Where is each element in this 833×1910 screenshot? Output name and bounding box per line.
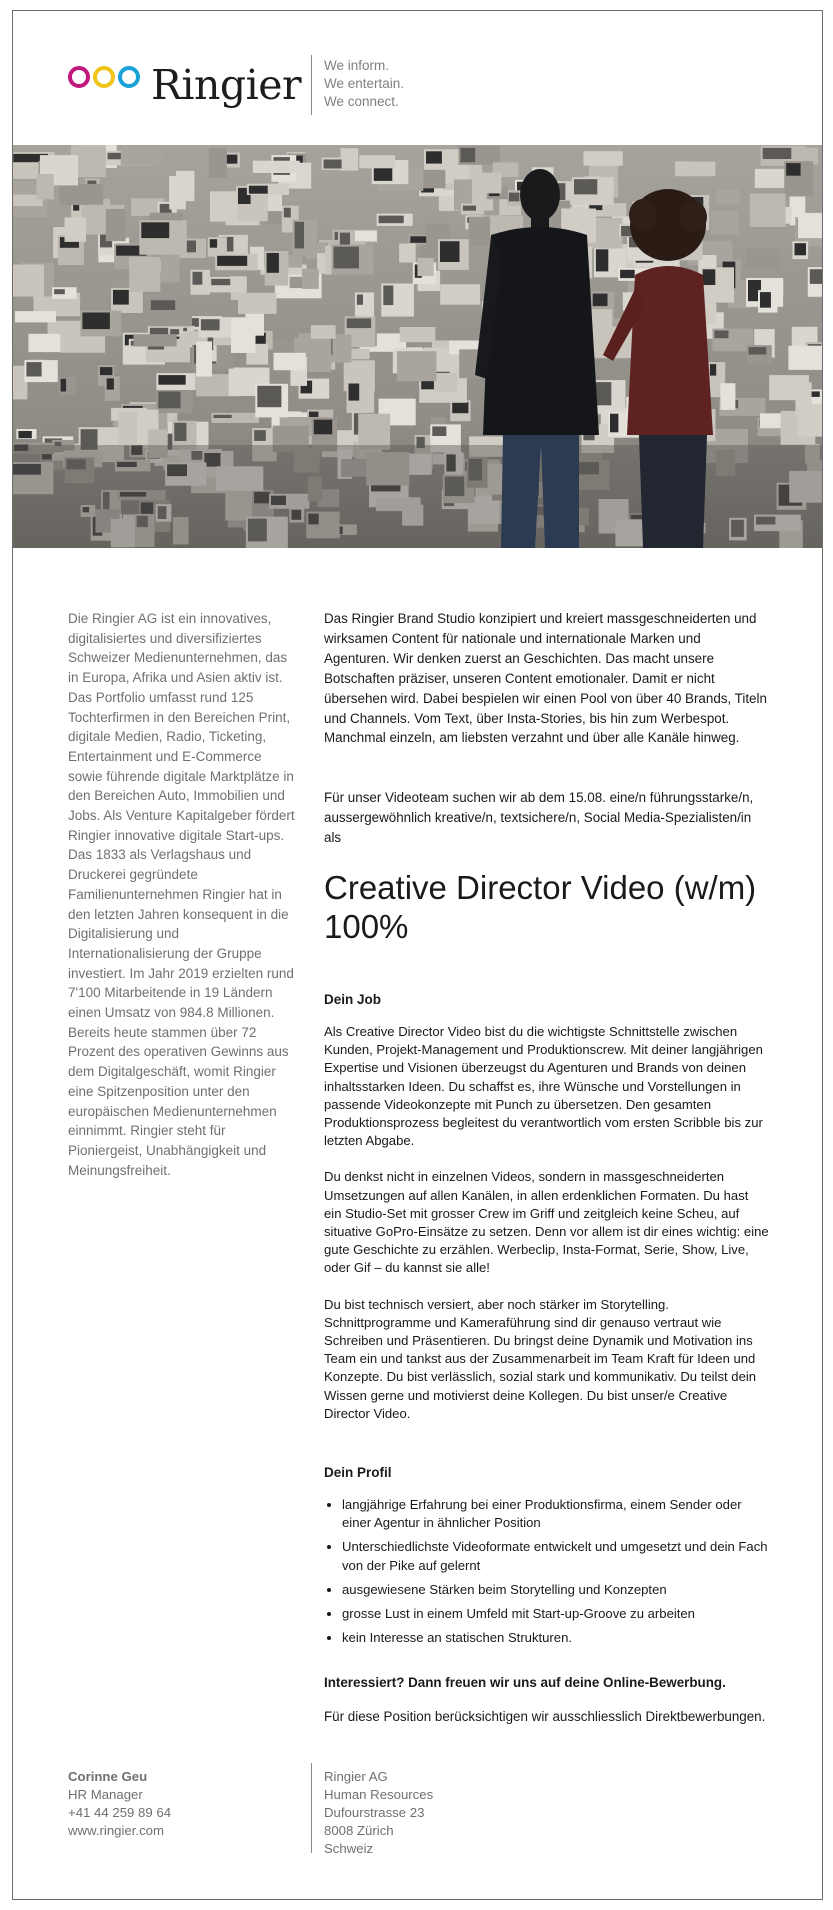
footer-divider	[311, 1763, 312, 1853]
ringier-logo	[68, 63, 148, 91]
profile-list-item: • kein Interesse an statischen Strukturen.	[342, 1629, 769, 1647]
profile-list-item: • ausgewiesene Stärken beim Storytelling und Konzepten	[342, 1581, 769, 1599]
tagline-line: We entertain.	[324, 76, 405, 91]
address-line: Schweiz	[324, 1841, 374, 1856]
job-paragraph: Als Creative Director Video bist du die wichtigste Schnittstelle zwischen Kunden, Projekt-Management und Produktionscrew. Mit deiner langjährigen Expertise und Visionen überzeugst du Agenturen und Brands von deinen inhaltsstarken Ideen. Du schaffst es, ihre Wünsche und Vorstellungen in passende Videokonzepte mit Punch zu übersetzen. Den gesamten Produktionsprozess begleitest du verantwortlich vom ersten Scribble bis zur letzten Abgabe.	[324, 1023, 763, 1149]
brand-wordmark: Ringier	[151, 61, 302, 109]
job-title: Creative Director Video (w/m) 100%	[324, 869, 757, 946]
address-line: 8008 Zürich	[324, 1823, 394, 1838]
job-paragraph: Du bist technisch versiert, aber noch stärker im Storytelling. Schnittprogramme und Kameraführung sind dir genauso vertraut wie Schreiben und Präsentieren. Du bringst deine Dynamik und Motivation ins Team ein und tankst aus der Zusammenarbeit im Team Kraft für Ideen und Konzepte. Du bist verlässlich, sozial stark und kommunikativ. Du teilst dein Wissen gerne und motivierst deine Kollegen. Du bist unser/e Creative Director Video.	[324, 1296, 757, 1421]
newspaper-wall-photo-icon	[13, 145, 822, 548]
hero-image	[13, 145, 822, 548]
address-block	[324, 1768, 433, 1858]
profile-list-item: • Unterschiedlichste Videoformate entwickelt und umgesetzt und dein Fach von der Pike auf gelernt	[342, 1538, 769, 1574]
contact-name: Corinne Geu	[68, 1769, 148, 1784]
profile-list-item: • langjährige Erfahrung bei einer Produktionsfirma, einem Sender oder einer Agentur in ähnlicher Position	[342, 1496, 769, 1532]
brand-tagline	[324, 57, 404, 111]
address-line: Dufourstrasse 23	[324, 1805, 425, 1820]
contact-role: HR Manager	[68, 1787, 143, 1802]
application-note: Für diese Position berücksichtigen wir ausschliesslich Direktbewerbungen.	[324, 1709, 766, 1725]
call-to-action: Interessiert? Dann freuen wir uns auf deine Online-Bewerbung.	[324, 1675, 726, 1691]
job-paragraph: Du denkst nicht in einzelnen Videos, sondern in massgeschneiderten Umsetzungen auf allen Kanälen, in allen erdenklichen Formaten. Du hast ein Studio-Set mit grosser Crew im Griff und zeitgleich keine Scheu, auf situative GoPro-Einsätze zu setzen. Denn vor allem ist dir eines wichtig: eine gute Geschichte zu erzählen. Werbeclip, Insta-Format, Serie, Show, Live, oder Gif – du kannst sie alle!	[324, 1169, 769, 1276]
job-section-heading: Dein Job	[324, 992, 382, 1008]
contact-website-link[interactable]: www.ringier.com	[68, 1823, 165, 1838]
main-column	[324, 609, 769, 1727]
contact-phone: +41 44 259 89 64	[68, 1805, 172, 1820]
tagline-line: We inform.	[324, 58, 390, 73]
logo-rings-icon	[68, 63, 148, 91]
address-line: Human Resources	[324, 1787, 434, 1802]
profile-list	[324, 1496, 769, 1647]
contact-block	[68, 1768, 171, 1840]
search-statement: Für unser Videoteam suchen wir ab dem 15.08. eine/n führungsstarke/n, aussergewöhnlich kreative/n, textsichere/n, Social Media-Spezialisten/in als	[324, 790, 754, 846]
address-line: Ringier AG	[324, 1769, 388, 1784]
company-description: Die Ringier AG ist ein innovatives, digitalisiertes und diversifiziertes Schweizer Medienunternehmen, das in Europa, Afrika und Asien aktiv ist. Das Portfolio umfasst rund 125 Tochterfirmen in den Bereichen Print, digitale Medien, Radio, Ticketing, Entertainment und E-Commerce sowie führende digitale Marktplätze in den Bereichen Auto, Immobilien und Jobs. Als Venture Kapitalgeber fördert Ringier innovative digitale Start-ups. Das 1833 als Verlagshaus und Druckerei gegründete Familienunternehmen Ringier hat in den letzten Jahren konsequent in die Digitalisierung und Internationalisierung der Gruppe investiert. Im Jahr 2019 erzielten rund 7'100 Mitarbeitende in 19 Ländern einen Umsatz von 984.8 Millionen. Bereits heute stammen über 72 Prozent des operativen Gewinns aus dem Digitalgeschäft, womit Ringier eine Spitzenposition unter den europäischen Medienunternehmen einnimmt. Ringier steht für Pioniergeist, Unabhängigkeit und Meinungsfreiheit.	[68, 611, 295, 1178]
brand-studio-intro: Das Ringier Brand Studio konzipiert und kreiert massgeschneiderten und wirksamen Content für nationale und internationale Marken und Agenturen. Wir denken zuerst an Geschichten. Das macht unsere Botschaften präziser, unseren Content emotionaler. Damit er nicht übersehen wird. Dabei bespielen wir einen Pool von über 40 Brands, Titeln und Channels. Vom Text, über Insta-Stories, bis hin zum Werbespot. Manchmal einzeln, am liebsten verzahnt und über alle Kanäle hinweg.	[324, 611, 767, 746]
header-divider	[311, 55, 312, 115]
job-ad-frame	[12, 10, 823, 1900]
profile-section-heading: Dein Profil	[324, 1465, 392, 1481]
tagline-line: We connect.	[324, 94, 399, 109]
profile-list-item: • grosse Lust in einem Umfeld mit Start-up-Groove zu arbeiten	[342, 1605, 769, 1623]
